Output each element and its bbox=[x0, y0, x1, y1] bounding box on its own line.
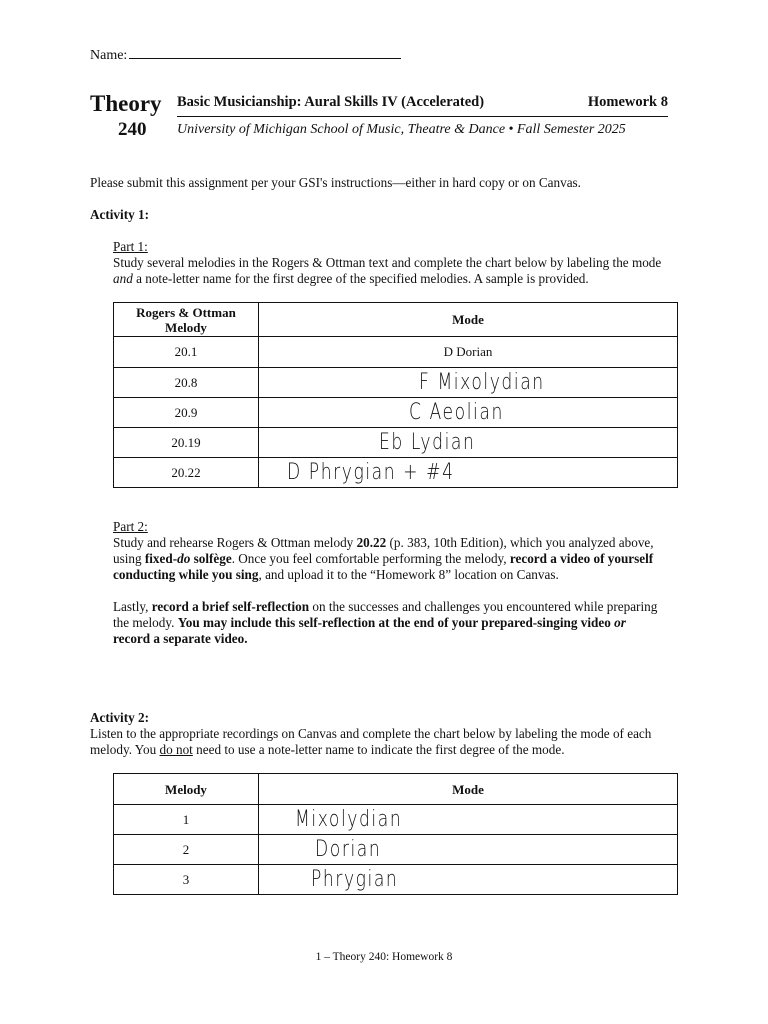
melody-cell: 20.9 bbox=[114, 398, 259, 428]
part2-text: (p. 383, 10th Edition), which you analyzed above, bbox=[386, 535, 654, 550]
part2-instructions bbox=[113, 535, 683, 584]
part2-text: , and upload it to the “Homework 8” location on Canvas. bbox=[258, 567, 559, 583]
name-label: Name: bbox=[90, 48, 128, 63]
reflection-text: on the successes and challenges you encountered while preparing bbox=[309, 599, 658, 614]
reflection-text: Lastly, bbox=[113, 599, 152, 614]
table-row bbox=[114, 805, 678, 835]
part2-label bbox=[113, 519, 148, 535]
activity2-instructions bbox=[90, 726, 690, 758]
mode-cell[interactable] bbox=[259, 428, 678, 458]
activity2-underlined: do not bbox=[159, 742, 193, 758]
reflection-bold: record a separate video. bbox=[113, 631, 248, 647]
part2-label-text: Part 2: bbox=[113, 519, 148, 534]
melody-cell: 20.22 bbox=[114, 458, 259, 488]
melody-cell: 20.8 bbox=[114, 368, 259, 398]
name-blank-line[interactable] bbox=[129, 44, 401, 59]
col-header-mode: Mode bbox=[259, 303, 678, 337]
part1-text-b: a note-letter name for the first degree of the specified melodies. A sample is provided. bbox=[132, 271, 589, 287]
part2-text: using bbox=[113, 551, 145, 567]
course-word: Theory bbox=[90, 91, 162, 116]
handwritten-answer: D Phrygian + #4 bbox=[287, 460, 455, 485]
course-title: Basic Musicianship: Aural Skills IV (Accelerated) bbox=[177, 94, 485, 110]
activity2-text: melody. You bbox=[90, 742, 160, 758]
solfege-term: solfège bbox=[190, 551, 232, 567]
handwritten-answer: C Aeolian bbox=[409, 400, 504, 425]
video-instruction: conducting while you sing bbox=[113, 567, 259, 583]
table-row bbox=[114, 835, 678, 865]
activity2-table bbox=[113, 773, 678, 895]
reflection-text: the melody. bbox=[113, 615, 178, 631]
part1-label bbox=[113, 239, 148, 255]
table-row bbox=[114, 398, 678, 428]
submission-instructions: Please submit this assignment per your GSI's instructions—either in hard copy or on Canvas. bbox=[90, 175, 581, 190]
part2-text: Study and rehearse Rogers & Ottman melody bbox=[113, 535, 357, 550]
header-rule bbox=[177, 116, 668, 117]
part1-label-text: Part 1: bbox=[113, 239, 148, 254]
part2-text: . Once you feel comfortable performing the melody, bbox=[231, 551, 510, 567]
table-row bbox=[114, 368, 678, 398]
activity2-text: need to use a note-letter name to indicate the first degree of the mode. bbox=[192, 742, 565, 758]
name-field bbox=[90, 44, 401, 64]
mode-cell[interactable] bbox=[259, 368, 678, 398]
activity1-heading: Activity 1: bbox=[90, 207, 149, 222]
mode-cell[interactable] bbox=[259, 398, 678, 428]
table-row bbox=[114, 458, 678, 488]
table-row bbox=[114, 428, 678, 458]
melody-cell: 20.1 bbox=[114, 337, 259, 368]
mode-cell[interactable] bbox=[259, 805, 678, 835]
course-number: 240 bbox=[118, 119, 147, 140]
handwritten-answer: Eb Lydian bbox=[379, 430, 476, 455]
col-header-melody: Rogers & Ottman Melody bbox=[114, 303, 259, 337]
activity1-table bbox=[113, 302, 678, 488]
melody-cell: 20.19 bbox=[114, 428, 259, 458]
solfege-term: fixed- bbox=[144, 551, 178, 567]
melody-cell: 2 bbox=[114, 835, 259, 865]
melody-number: 20.22 bbox=[356, 535, 387, 550]
activity2-text: Listen to the appropriate recordings on Canvas and complete the chart below by labeling the mode of each bbox=[90, 726, 652, 741]
table-row bbox=[114, 865, 678, 895]
handwritten-answer: F Mixolydian bbox=[419, 370, 545, 395]
page-footer: 1 – Theory 240: Homework 8 bbox=[315, 951, 453, 963]
mode-cell[interactable] bbox=[259, 458, 678, 488]
col-header-mode: Mode bbox=[259, 774, 678, 805]
mode-cell[interactable]: D Dorian bbox=[259, 337, 678, 368]
reflection-instructions bbox=[113, 599, 683, 648]
reflection-bold-italic: or bbox=[614, 615, 626, 631]
assignment-title: Homework 8 bbox=[587, 94, 668, 110]
part1-instructions bbox=[113, 255, 673, 287]
mode-cell[interactable] bbox=[259, 835, 678, 865]
activity1-table-header bbox=[114, 303, 678, 337]
melody-cell: 1 bbox=[114, 805, 259, 835]
col-header-melody: Melody bbox=[114, 774, 259, 805]
part1-text-a: Study several melodies in the Rogers & Ottman text and complete the chart below by labeling the mode bbox=[113, 255, 662, 270]
video-instruction: record a video of yourself bbox=[509, 551, 654, 567]
mode-cell[interactable] bbox=[259, 865, 678, 895]
part1-text-and: and bbox=[113, 271, 133, 287]
activity2-heading: Activity 2: bbox=[90, 710, 149, 725]
course-subtitle: University of Michigan School of Music, Theatre & Dance • Fall Semester 2025 bbox=[177, 122, 626, 137]
handwritten-answer: Dorian bbox=[315, 837, 382, 862]
reflection-bold: record a brief self-reflection bbox=[151, 599, 310, 614]
activity2-table-header bbox=[114, 774, 678, 805]
solfege-term-italic: do bbox=[177, 551, 191, 567]
melody-cell: 3 bbox=[114, 865, 259, 895]
handwritten-answer: Mixolydian bbox=[295, 807, 403, 832]
handwritten-answer: Phrygian bbox=[311, 867, 399, 892]
reflection-bold: You may include this self-reflection at the end of your prepared-singing video bbox=[177, 615, 615, 631]
table-row bbox=[114, 337, 678, 368]
